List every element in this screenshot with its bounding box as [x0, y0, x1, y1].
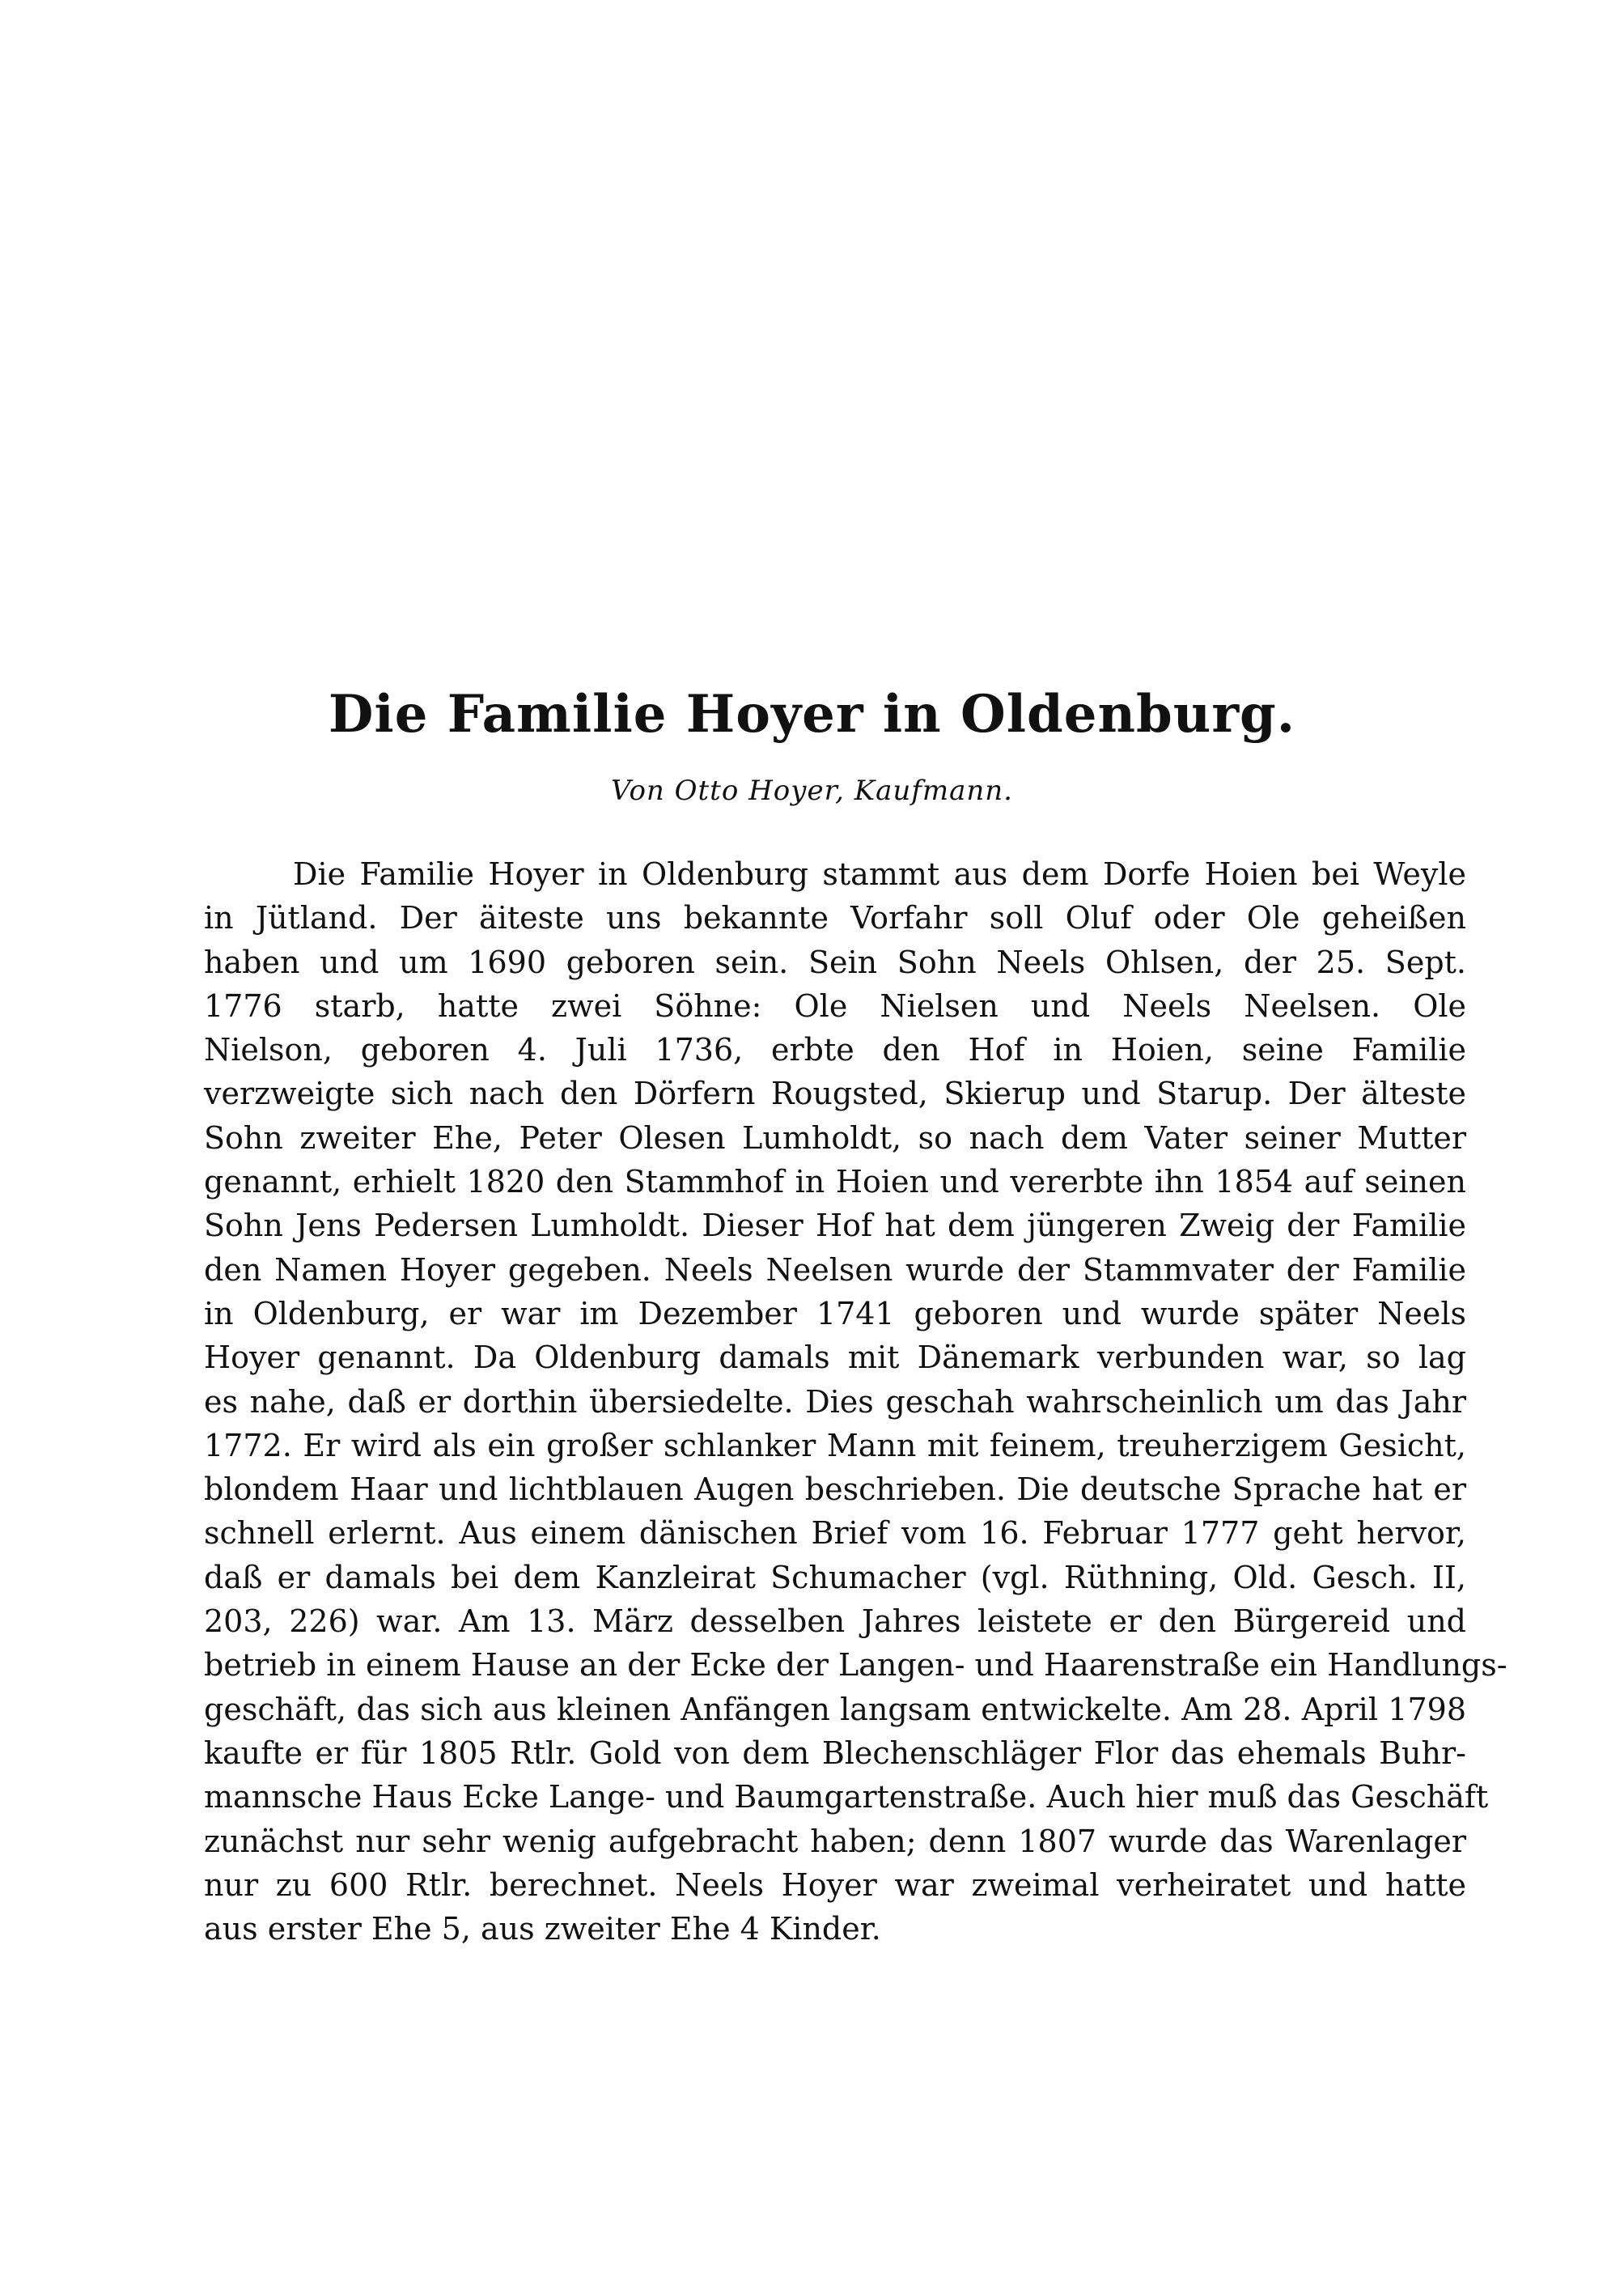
body-line: verzweigte sich nach den Dörfern Rougsted, Skierup und Starup. Der älteste — [204, 1076, 1466, 1112]
body-line: genannt, erhielt 1820 den Stammhof in Hoien und vererbte ihn 1854 auf seinen — [204, 1164, 1466, 1200]
body-line: haben und um 1690 geboren sein. Sein Sohn Neels Ohlsen, der 25. Sept. — [204, 944, 1466, 980]
body-line: 203, 226) war. Am 13. März desselben Jahres leistete er den Bürgereid und — [204, 1603, 1466, 1640]
body-line: daß er damals bei dem Kanzleirat Schumacher (vgl. Rüthning, Old. Gesch. II, — [204, 1559, 1466, 1595]
body-line: Die Familie Hoyer in Oldenburg stammt aus dem Dorfe Hoien bei Weyle — [293, 856, 1466, 892]
body-line: in Jütland. Der äiteste uns bekannte Vorfahr soll Oluf oder Ole geheißen — [204, 900, 1466, 936]
body-line: 1772. Er wird als ein großer schlanker Mann mit feinem, treuherzigem Gesicht, — [204, 1427, 1466, 1463]
body-line: Nielson, geboren 4. Juli 1736, erbte den Hof in Hoien, seine Familie — [204, 1032, 1466, 1068]
body-line: 1776 starb, hatte zwei Söhne: Ole Nielsen und Neels Neelsen. Ole — [204, 987, 1466, 1024]
body-line: zunächst nur sehr wenig aufgebracht haben; denn 1807 wurde das Warenlager — [204, 1823, 1466, 1859]
article-body — [204, 852, 1507, 1951]
body-line: es nahe, daß er dorthin übersiedelte. Dies geschah wahrscheinlich um das Jahr — [204, 1383, 1466, 1420]
body-line: geschäft, das sich aus kleinen Anfängen langsam entwickelte. Am 28. April 1798 — [204, 1691, 1466, 1727]
body-line: Hoyer genannt. Da Oldenburg damals mit Dänemark verbunden war, so lag — [204, 1340, 1466, 1376]
body-line: blondem Haar und lichtblauen Augen beschrieben. Die deutsche Sprache hat er — [204, 1471, 1466, 1508]
body-line: betrieb in einem Hause an der Ecke der Langen- und Haarenstraße ein Handlungs- — [204, 1647, 1507, 1684]
body-line: nur zu 600 Rtlr. berechnet. Neels Hoyer war zweimal verheiratet und hatte — [204, 1866, 1466, 1903]
body-line: mannsche Haus Ecke Lange- und Baumgartenstraße. Auch hier muß das Geschäft — [204, 1779, 1489, 1815]
body-line: Sohn zweiter Ehe, Peter Olesen Lumholdt, so nach dem Vater seiner Mutter — [204, 1119, 1466, 1156]
body-line: schnell erlernt. Aus einem dänischen Brief vom 16. Februar 1777 geht hervor, — [204, 1515, 1466, 1552]
body-line: den Namen Hoyer gegeben. Neels Neelsen wurde der Stammvater der Familie — [204, 1251, 1466, 1288]
body-line: aus erster Ehe 5, aus zweiter Ehe 4 Kinder. — [204, 1911, 881, 1947]
article-byline: Von Otto Hoyer, Kaufmann. — [611, 775, 1013, 807]
body-line: in Oldenburg, er war im Dezember 1741 geboren und wurde später Neels — [204, 1295, 1466, 1331]
article-title: Die Familie Hoyer in Oldenburg. — [328, 684, 1296, 745]
body-line: kaufte er für 1805 Rtlr. Gold von dem Blechenschläger Flor das ehemals Buhr- — [204, 1735, 1466, 1771]
body-line: Sohn Jens Pedersen Lumholdt. Dieser Hof hat dem jüngeren Zweig der Familie — [204, 1208, 1466, 1244]
